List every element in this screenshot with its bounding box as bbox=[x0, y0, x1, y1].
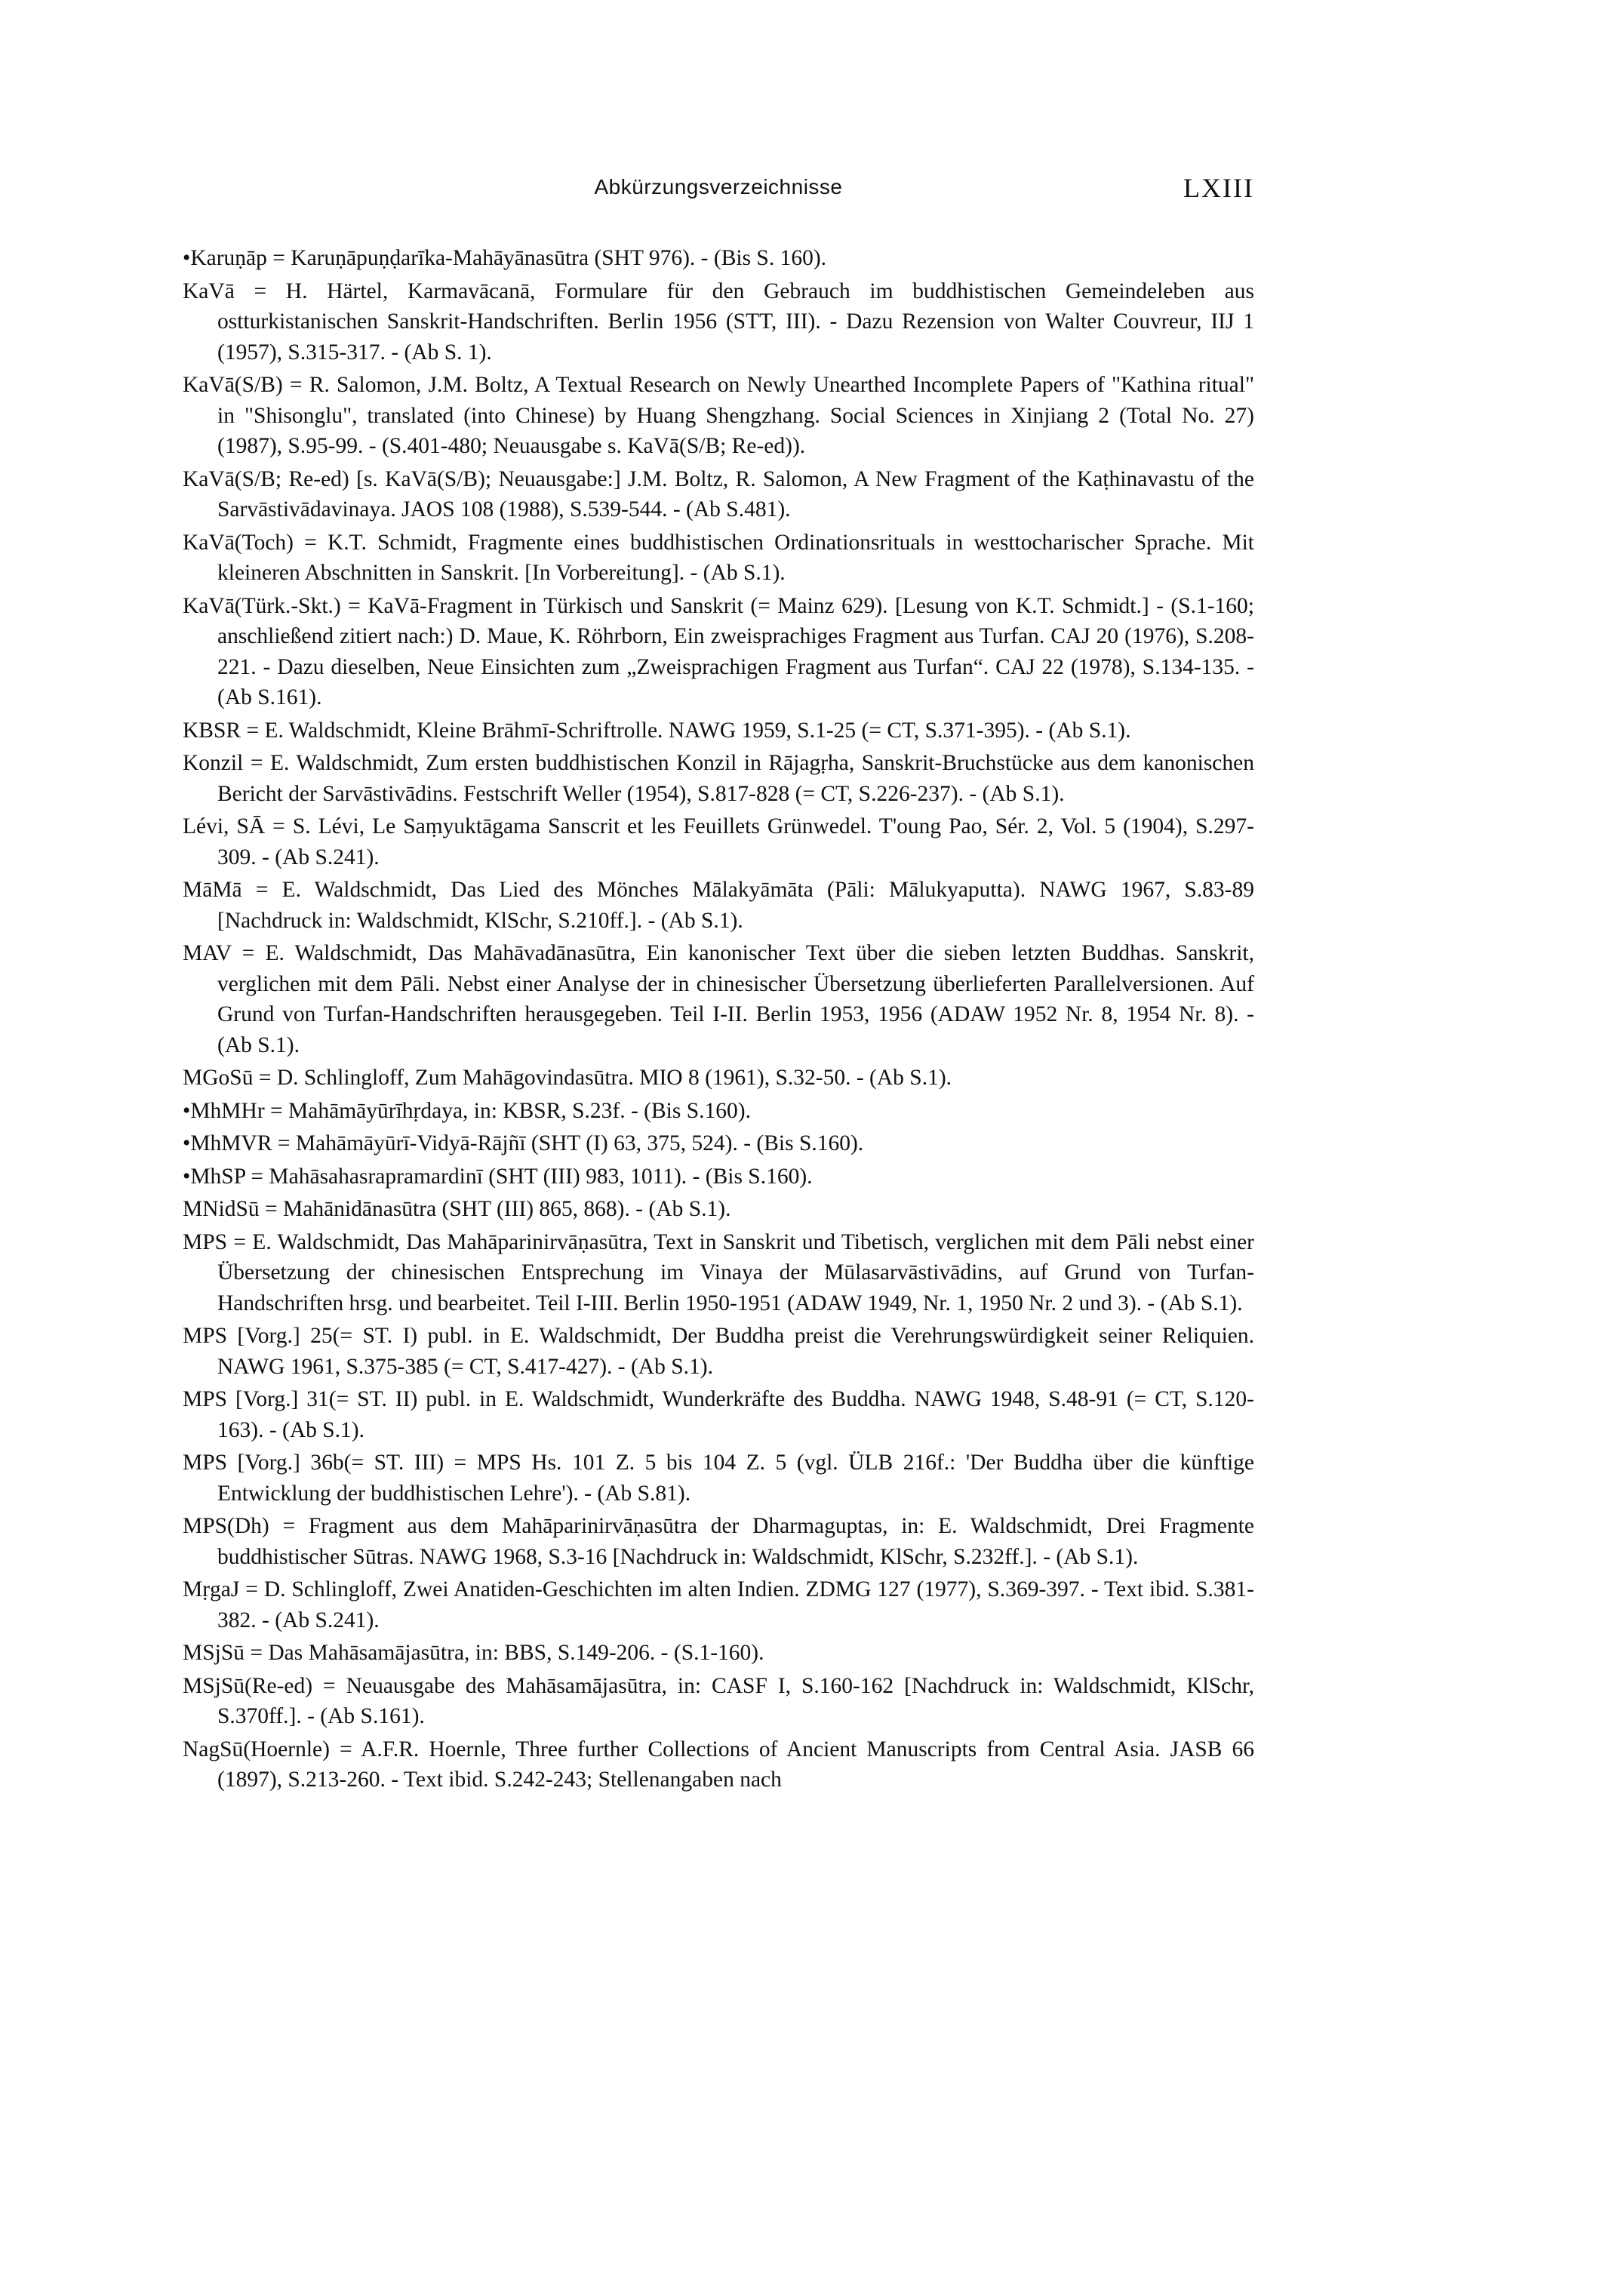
page-header bbox=[183, 175, 1254, 208]
entry-mps-vorg-25: MPS [Vorg.] 25(= ST. I) publ. in E. Waldschmidt, Der Buddha preist die Verehrungswürdigkeit seiner Reliquien. NAWG 1961, S.375-385 (= CT, S.417-427). - (Ab S.1). bbox=[183, 1324, 1254, 1379]
page-number: LXIII bbox=[1183, 173, 1254, 203]
entry-msjsu: MSjSū = Das Mahāsamājasūtra, in: BBS, S.149-206. - (S.1-160). bbox=[183, 1641, 764, 1665]
entry-karunap: •Karuṇāp = Karuṇāpuṇḍarīka-Mahāyānasūtra (SHT 976). - (Bis S. 160). bbox=[183, 246, 827, 270]
entry-mps-vorg-36b: MPS [Vorg.] 36b(= ST. III) = MPS Hs. 101 Z. 5 bis 104 Z. 5 (vgl. ÜLB 216f.: 'Der Buddha über die künftige Entwicklung der buddhistischen Lehre'). - (Ab S.81). bbox=[183, 1451, 1254, 1506]
entry-mav: MAV = E. Waldschmidt, Das Mahāvadānasūtra, Ein kanonischer Text über die sieben letzten Buddhas. Sanskrit, verglichen mit dem Pāli. Nebst einer Analyse der in chinesischer Übersetzung überlieferten Parallelversionen. Auf Grund von Turfan-Handschriften herausgegeben. Teil I-II. Berlin 1953, 1956 (ADAW 1952 Nr. 8, 1954 Nr. 8). - (Ab S.1). bbox=[183, 941, 1254, 1057]
entry-kava-s-b-re-ed: KaVā(S/B; Re-ed) [s. KaVā(S/B); Neuausgabe:] J.M. Boltz, R. Salomon, A New Fragment of the Kaṭhinavastu of the Sarvāstivādavinaya. JAOS 108 (1988), S.539-544. - (Ab S.481). bbox=[183, 466, 1254, 522]
abbreviation-list bbox=[183, 243, 1254, 1798]
entry-mama: MāMā = E. Waldschmidt, Das Lied des Mönches Mālakyāmāta (Pāli: Mālukyaputta). NAWG 1967, S.83-89 [Nachdruck in: Waldschmidt, KlSchr, S.210ff.]. - (Ab S.1). bbox=[183, 878, 1254, 933]
entry-konzil: Konzil = E. Waldschmidt, Zum ersten buddhistischen Konzil in Rājagṛha, Sanskrit-Bruchstücke aus dem kanonischen Bericht der Sarvāstivādins. Festschrift Weller (1954), S.817-828 (= CT, S.226-237). - (Ab S.1). bbox=[183, 751, 1254, 806]
entry-mps-dh: MPS(Dh) = Fragment aus dem Mahāparinirvāṇasūtra der Dharmaguptas, in: E. Waldschmidt, Drei Fragmente buddhistischer Sūtras. NAWG 1968, S.3-16 [Nachdruck in: Waldschmidt, KlSchr, S.232ff.]. - (Ab S.1). bbox=[183, 1514, 1254, 1569]
entry-msjsu-re-ed: MSjSū(Re-ed) = Neuausgabe des Mahāsamājasūtra, in: CASF I, S.160-162 [Nachdruck in: Waldschmidt, KlSchr, S.370ff.]. - (Ab S.161). bbox=[183, 1673, 1254, 1728]
entry-mhsp: •MhSP = Mahāsahasrapramardinī (SHT (III) 983, 1011). - (Bis S.160). bbox=[183, 1164, 813, 1189]
entry-kava-toch: KaVā(Toch) = K.T. Schmidt, Fragmente eines buddhistischen Ordinationsrituals in westtocharischer Sprache. Mit kleineren Abschnitten in Sanskrit. [In Vorbereitung]. - (Ab S.1). bbox=[183, 530, 1254, 585]
entry-kava-s-b: KaVā(S/B) = R. Salomon, J.M. Boltz, A Textual Research on Newly Unearthed Incomplete Papers of "Kathina ritual" in "Shisonglu", translated (into Chinese) by Huang Shengzhang. Social Sciences in Xinjiang 2 (Total No. 27) (1987), S.95-99. - (S.401-480; Neuausgabe s. KaVā(S/B; Re-ed)). bbox=[183, 373, 1254, 458]
entry-kava: KaVā = H. Härtel, Karmavācanā, Formulare für den Gebrauch im buddhistischen Gemeindeleben aus ostturkistanischen Sanskrit-Handschriften. Berlin 1956 (STT, III). - Dazu Rezension von Walter Couvreur, IIJ 1 (1957), S.315-317. - (Ab S. 1). bbox=[183, 278, 1254, 365]
entry-mhmhr: •MhMHr = Mahāmāyūrīhṛdaya, in: KBSR, S.23f. - (Bis S.160). bbox=[183, 1098, 751, 1123]
entry-nagsu-hoernle: NagSū(Hoernle) = A.F.R. Hoernle, Three further Collections of Ancient Manuscripts from Central Asia. JASB 66 (1897), S.213-260. - Text ibid. S.242-243; Stellenangaben nach bbox=[183, 1737, 1254, 1792]
entry-levi-sa: Lévi, SĀ = S. Lévi, Le Saṃyuktāgama Sanscrit et les Feuillets Grünwedel. T'oung Pao, Sér. 2, Vol. 5 (1904), S.297-309. - (Ab S.241). bbox=[183, 814, 1254, 869]
running-title: Abkürzungsverzeichnisse bbox=[594, 175, 843, 198]
entry-mps: MPS = E. Waldschmidt, Das Mahāparinirvāṇasūtra, Text in Sanskrit und Tibetisch, verglichen mit dem Pāli nebst einer Übersetzung der chinesischen Entsprechung im Vinaya der Mūlasarvāstivādins, auf Grund von Turfan-Handschriften hrsg. und bearbeitet. Teil I-III. Berlin 1950-1951 (ADAW 1949, Nr. 1, 1950 Nr. 2 und 3). - (Ab S.1). bbox=[183, 1229, 1254, 1315]
entry-mnidsu: MNidSū = Mahānidānasūtra (SHT (III) 865, 868). - (Ab S.1). bbox=[183, 1197, 731, 1221]
entry-mps-vorg-31: MPS [Vorg.] 31(= ST. II) publ. in E. Waldschmidt, Wunderkräfte des Buddha. NAWG 1948, S.48-91 (= CT, S.120-163). - (Ab S.1). bbox=[183, 1387, 1254, 1442]
entry-kbsr: KBSR = E. Waldschmidt, Kleine Brāhmī-Schriftrolle. NAWG 1959, S.1-25 (= CT, S.371-395). - (Ab S.1). bbox=[183, 718, 1131, 743]
entry-mrgaj: MṛgaJ = D. Schlingloff, Zwei Anatiden-Geschichten im alten Indien. ZDMG 127 (1977), S.369-397. - Text ibid. S.381-382. - (Ab S.241). bbox=[183, 1577, 1254, 1632]
entry-mgosu: MGoSū = D. Schlingloff, Zum Mahāgovindasūtra. MIO 8 (1961), S.32-50. - (Ab S.1). bbox=[183, 1066, 952, 1090]
entry-mhmvr: •MhMVR = Mahāmāyūrī-Vidyā-Rājñī (SHT (I) 63, 375, 524). - (Bis S.160). bbox=[183, 1131, 864, 1155]
entry-kava-turk-skt: KaVā(Türk.-Skt.) = KaVā-Fragment in Türkisch und Sanskrit (= Mainz 629). [Lesung von K.T. Schmidt.] - (S.1-160; anschließend zitiert nach:) D. Maue, K. Röhrborn, Ein zweisprachiges Fragment aus Turfan. CAJ 20 (1976), S.208-221. - Dazu dieselben, Neue Einsichten zum „Zweisprachigen Fragment aus Turfan“. CAJ 22 (1978), S.134-135. - (Ab S.161). bbox=[183, 593, 1254, 709]
